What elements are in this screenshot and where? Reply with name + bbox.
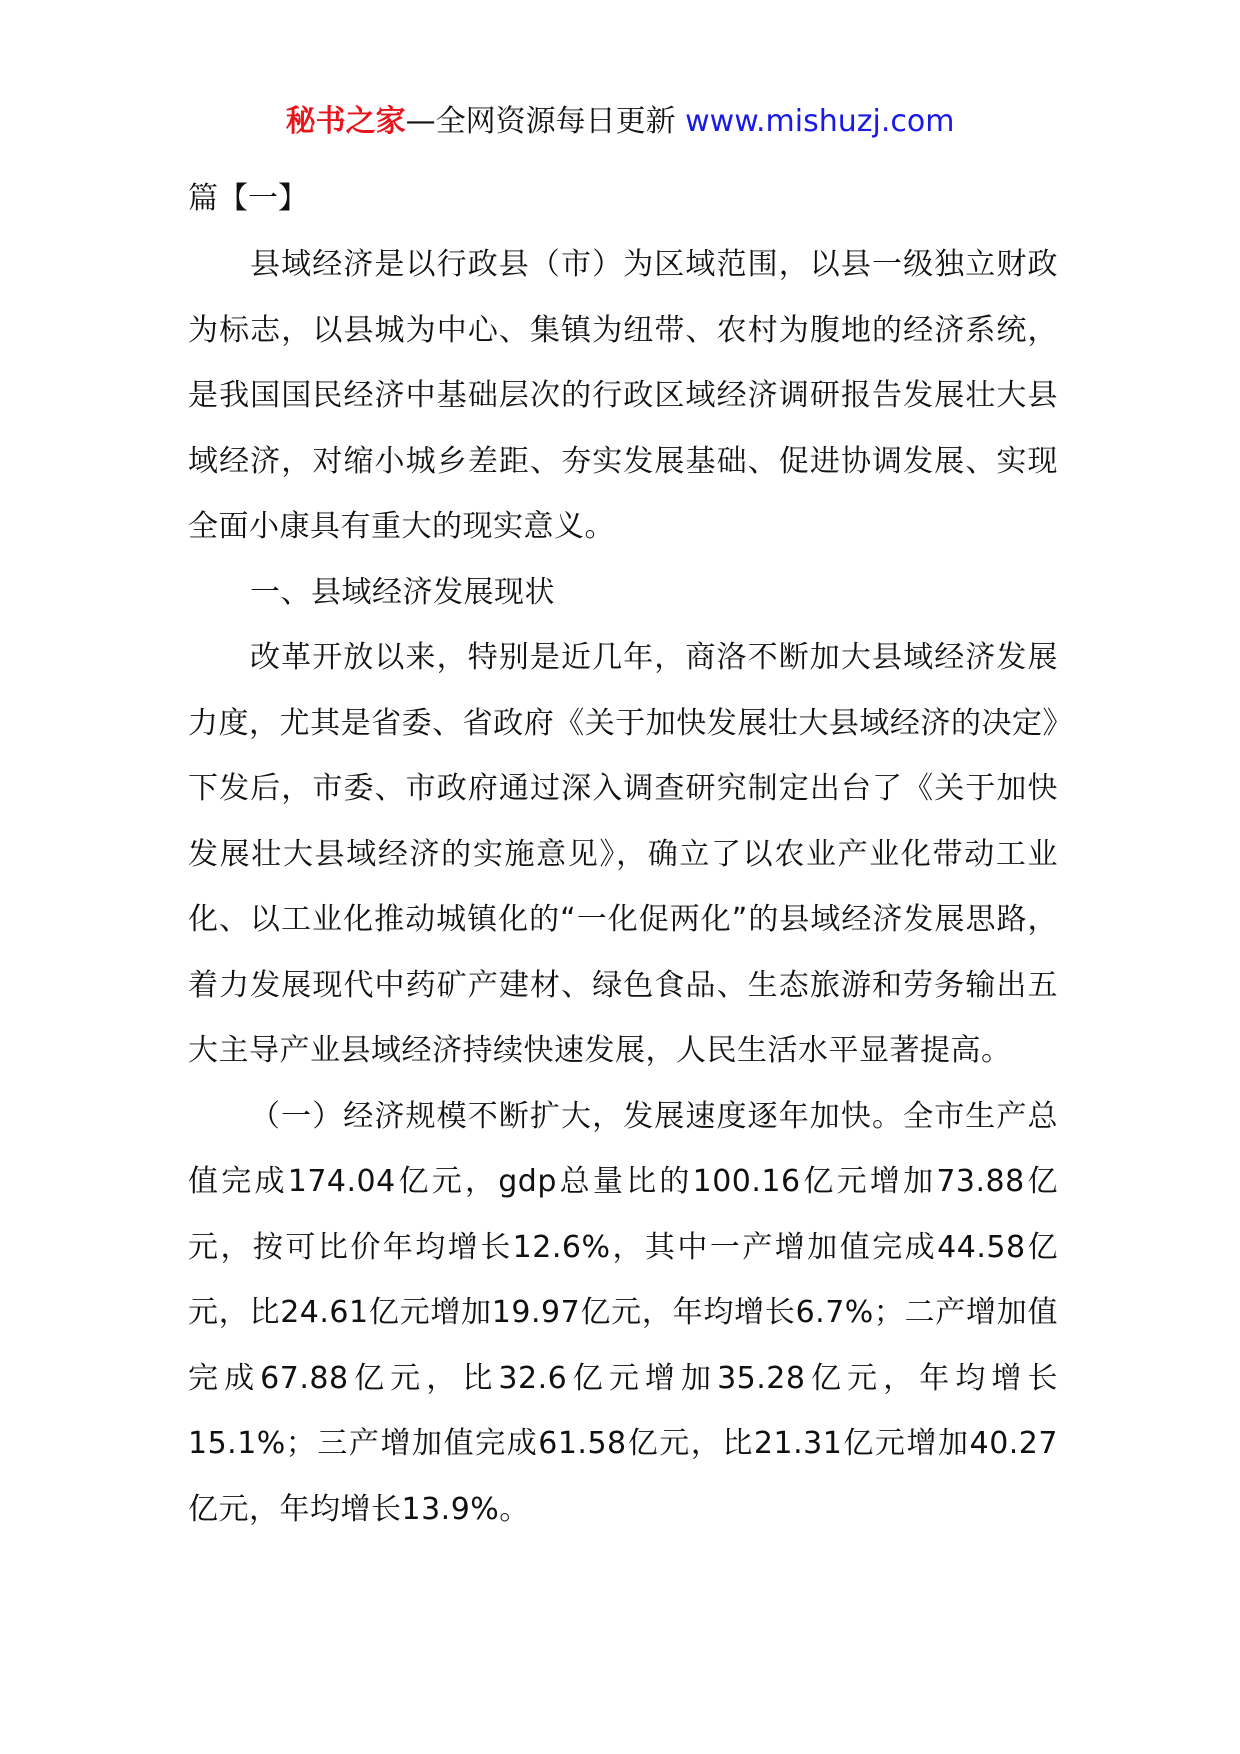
page-header [0,100,1240,144]
section-heading: 一、县域经济发展现状 [250,574,555,610]
brand-name: 秘书之家 [285,104,406,139]
section-label: 篇【一】 [188,181,308,216]
economy-scale-paragraph: （一）经济规模不断扩大，发展速度逐年加快。全市生产总值完成174.04亿元，gdp总量比的100.16亿元增加73.88亿元，按可比价年均增长12.6%，其中一产增加值完成44.58亿元，比24.61亿元增加19.97亿元，年均增长6.7%；二产增加值完成67.88亿元，比32.6亿元增加35.28亿元，年均增长15.1%；三产增加值完成61.58亿元，比21.31亿元增加40.27亿元，年均增长13.9%。 [188,1098,1058,1527]
site-url-link[interactable]: www.mishuzj.com [685,104,955,139]
document-body [188,166,1058,1542]
header-tagline: —全网资源每日更新 [405,104,676,139]
intro-paragraph: 县域经济是以行政县（市）为区域范围，以县一级独立财政为标志，以县城为中心、集镇为纽带、农村为腹地的经济系统，是我国国民经济中基础层次的行政区域经济调研报告发展壮大县域经济，对缩小城乡差距、夯实发展基础、促进协调发展、实现全面小康具有重大的现实意义。 [188,247,1058,544]
status-paragraph: 改革开放以来，特别是近几年，商洛不断加大县域经济发展力度，尤其是省委、省政府《关于加快发展壮大县域经济的决定》下发后，市委、市政府通过深入调查研究制定出台了《关于加快发展壮大县域经济的实施意见》，确立了以农业产业化带动工业化、以工业化推动城镇化的“一化促两化”的县域经济发展思路，着力发展现代中药矿产建材、绿色食品、生态旅游和劳务输出五大主导产业县域经济持续快速发展，人民生活水平显著提高。 [188,640,1058,1068]
